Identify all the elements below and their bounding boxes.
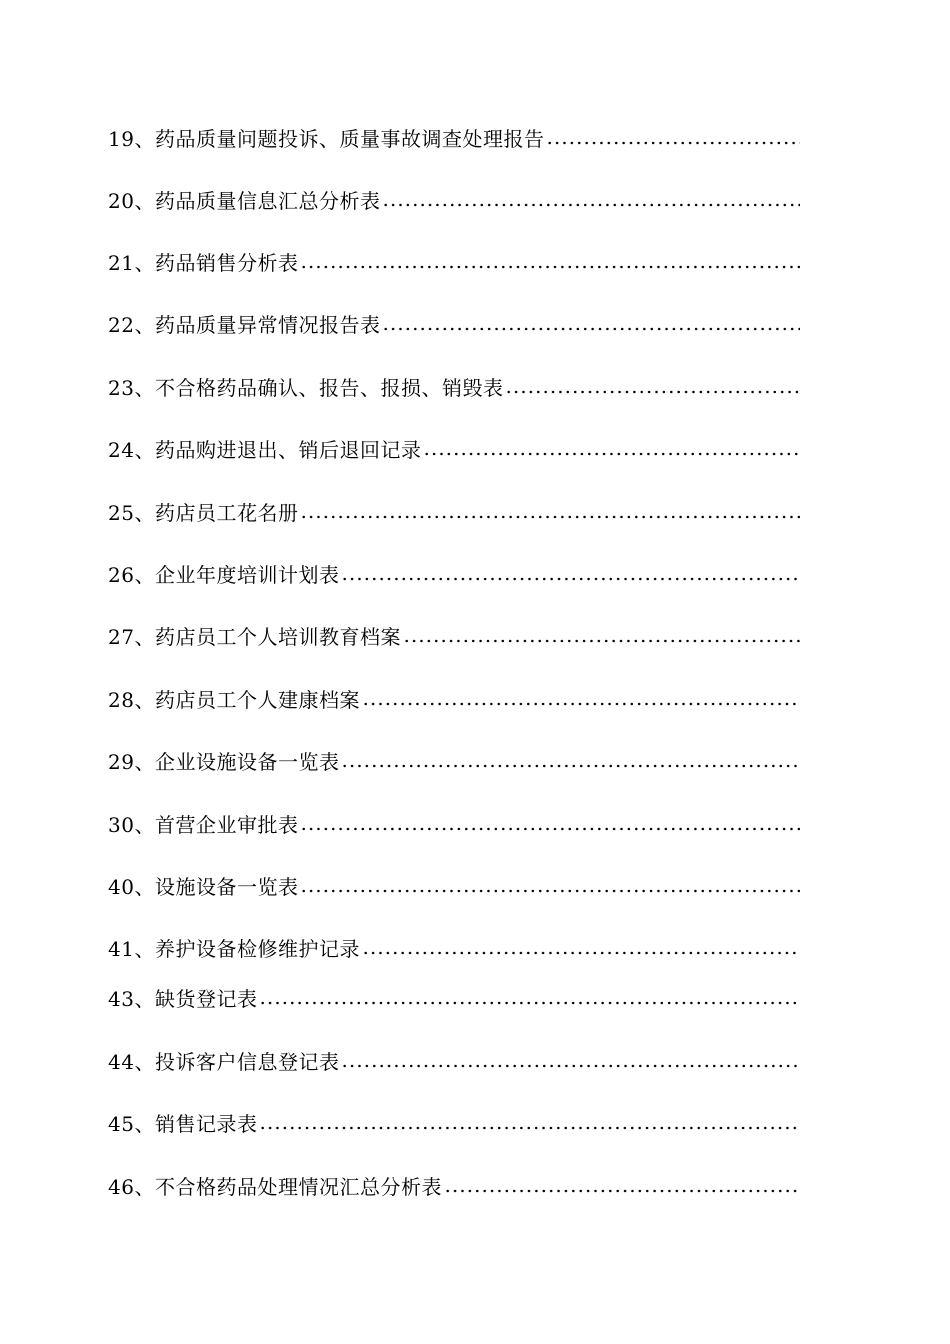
toc-entry-45 [108, 1109, 800, 1139]
toc-entry-text: 26、企业年度培训计划表 [108, 563, 340, 587]
toc-entry-19 [108, 124, 800, 154]
dot-leader [546, 141, 800, 145]
toc-entry-text: 25、药店员工花名册 [108, 501, 299, 525]
toc-entry-text: 28、药店员工个人建康档案 [108, 688, 360, 712]
dot-leader [300, 265, 800, 269]
toc-entry-text: 44、投诉客户信息登记表 [108, 1050, 340, 1074]
toc-entry-25 [108, 498, 800, 528]
toc-entry-text: 41、养护设备检修维护记录 [108, 937, 360, 961]
toc-entry-text: 20、药品质量信息汇总分析表 [108, 189, 381, 213]
dot-leader [300, 515, 800, 519]
toc-entry-20 [108, 186, 800, 216]
dot-leader [300, 889, 800, 893]
dot-leader [505, 390, 800, 394]
dot-leader [382, 203, 800, 207]
toc-entry-text: 24、药品购进退出、销后退回记录 [108, 438, 422, 462]
dot-leader [362, 702, 800, 706]
toc-entry-text: 29、企业设施设备一览表 [108, 750, 340, 774]
dot-leader [341, 577, 800, 581]
toc-entry-28 [108, 685, 800, 715]
toc-entry-43 [108, 984, 800, 1014]
toc-entry-44 [108, 1047, 800, 1077]
toc-entry-text: 23、不合格药品确认、报告、报损、销毁表 [108, 376, 504, 400]
toc-entry-22 [108, 310, 800, 340]
toc-entry-26 [108, 560, 800, 590]
table-of-contents [108, 0, 800, 1344]
toc-entry-27 [108, 622, 800, 652]
dot-leader [444, 1189, 800, 1193]
toc-entry-text: 22、药品质量异常情况报告表 [108, 313, 381, 337]
toc-entry-40 [108, 872, 800, 902]
toc-entry-text: 40、设施设备一览表 [108, 875, 299, 899]
dot-leader [341, 1064, 800, 1068]
dot-leader [362, 951, 800, 955]
dot-leader [403, 639, 800, 643]
toc-entry-41 [108, 934, 800, 964]
toc-entry-21 [108, 248, 800, 278]
toc-entry-text: 19、药品质量问题投诉、质量事故调查处理报告 [108, 127, 545, 151]
dot-leader [423, 452, 800, 456]
toc-entry-text: 27、药店员工个人培训教育档案 [108, 625, 401, 649]
toc-entry-30 [108, 810, 800, 840]
dot-leader [300, 827, 800, 831]
toc-entry-23 [108, 373, 800, 403]
toc-entry-29 [108, 747, 800, 777]
toc-entry-text: 30、首营企业审批表 [108, 813, 299, 837]
toc-entry-46 [108, 1172, 800, 1202]
toc-entry-24 [108, 435, 800, 465]
dot-leader [341, 764, 800, 768]
toc-entry-text: 43、缺货登记表 [108, 987, 258, 1011]
toc-entry-text: 46、不合格药品处理情况汇总分析表 [108, 1175, 442, 1199]
dot-leader [259, 1001, 800, 1005]
toc-entry-text: 45、销售记录表 [108, 1112, 258, 1136]
toc-entry-text: 21、药品销售分析表 [108, 251, 299, 275]
dot-leader [382, 327, 800, 331]
dot-leader [259, 1126, 800, 1130]
